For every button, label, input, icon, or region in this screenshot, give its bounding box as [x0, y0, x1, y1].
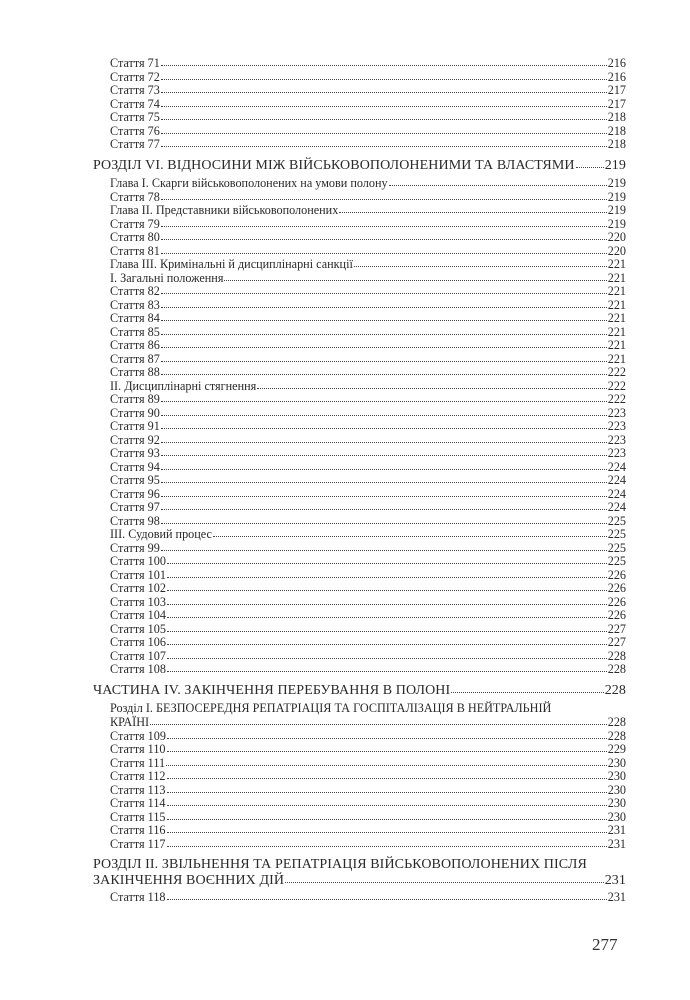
dot-leader — [389, 185, 607, 186]
toc-subsection-heading-line[interactable]: Розділ I. БЕЗПОСЕРЕДНЯ РЕПАТРІАЦІЯ ТА ГОСПІТАЛІЗАЦІЯ В НЕЙТРАЛЬНІЙ — [110, 701, 552, 715]
dot-leader — [285, 882, 604, 883]
dot-leader — [161, 509, 607, 510]
dot-leader — [224, 280, 606, 281]
toc-entry-page: 220 — [607, 243, 626, 258]
dot-leader — [161, 307, 607, 308]
toc-entry-page: 229 — [607, 742, 626, 756]
toc-entry-title: Стаття 101 — [110, 567, 166, 582]
dot-leader — [161, 293, 607, 294]
toc-entry-title: Стаття 96 — [110, 486, 160, 501]
toc-entry[interactable] — [110, 837, 626, 852]
toc-entry-page: 224 — [607, 459, 626, 474]
dot-leader — [167, 563, 607, 564]
toc-entry-page: 219 — [607, 176, 626, 190]
toc-entry-title: Стаття 75 — [110, 110, 160, 124]
toc-entry-title: Стаття 86 — [110, 338, 160, 352]
toc-entry-page: 230 — [607, 809, 626, 824]
dot-leader — [161, 119, 607, 120]
toc-entry-page: 225 — [607, 513, 626, 528]
toc-entry-page: 228 — [607, 728, 626, 743]
dot-leader — [161, 415, 607, 416]
dot-leader — [161, 106, 607, 107]
toc-entry-title: Стаття 87 — [110, 351, 160, 366]
toc-entry-title: Стаття 103 — [110, 594, 166, 609]
toc-entry-page: 231 — [607, 890, 626, 904]
toc-entry-page: 217 — [607, 83, 626, 97]
toc-entry-page: 219 — [607, 203, 626, 217]
dot-leader — [167, 832, 607, 833]
toc-entry-page: 231 — [607, 836, 626, 851]
dot-leader — [150, 724, 607, 725]
toc-entry-title: Стаття 111 — [110, 755, 166, 770]
toc-entry-title: Стаття 71 — [110, 56, 160, 70]
toc-entry-page: 223 — [607, 432, 626, 447]
toc-entry[interactable] — [110, 662, 626, 677]
toc-entry-title: Стаття 110 — [110, 742, 166, 756]
toc-entry-page: 221 — [607, 351, 626, 366]
dot-leader — [167, 738, 607, 739]
toc-entry-title: Стаття 114 — [110, 796, 166, 810]
toc-entry-title: Стаття 95 — [110, 473, 160, 487]
toc-entry-page: 222 — [607, 365, 626, 379]
dot-leader — [339, 212, 606, 213]
dot-leader — [161, 79, 607, 80]
dot-leader — [166, 765, 607, 766]
toc-entry-page: 224 — [607, 486, 626, 501]
dot-leader — [167, 617, 607, 618]
toc-entry-title: Стаття 73 — [110, 83, 160, 97]
toc-entry-title: Глава III. Кримінальні й дисциплінарні санкції — [110, 257, 353, 271]
toc-entry-page: 221 — [607, 338, 626, 352]
toc-entry-title: III. Судовий процес — [110, 527, 212, 541]
toc-entry-page: 221 — [607, 297, 626, 312]
dot-leader — [161, 320, 607, 321]
toc-entry-page: 224 — [607, 500, 626, 514]
dot-leader — [161, 92, 607, 93]
toc-entry-page: 227 — [607, 621, 626, 636]
toc-entry-title: Стаття 84 — [110, 311, 160, 325]
toc-entry-page: 219 — [607, 189, 626, 204]
toc-entry-page: 216 — [607, 56, 626, 70]
dot-leader — [161, 253, 607, 254]
toc-entry-title: Стаття 72 — [110, 69, 160, 84]
toc-entry-page: 228 — [607, 715, 626, 729]
toc-entry-title: Стаття 106 — [110, 635, 166, 649]
toc-entry-page: 216 — [607, 69, 626, 84]
toc-entry-title: Стаття 115 — [110, 809, 166, 824]
dot-leader — [161, 146, 607, 147]
toc-entry-page: 227 — [607, 635, 626, 649]
toc-entry-page: 226 — [607, 594, 626, 609]
toc-entry-title: Стаття 74 — [110, 96, 160, 111]
toc-entry-title: Стаття 83 — [110, 297, 160, 312]
toc-entry-title: Стаття 82 — [110, 284, 160, 298]
dot-leader — [257, 388, 606, 389]
dot-leader — [161, 442, 607, 443]
toc-entry-title: Стаття 85 — [110, 324, 160, 339]
toc-entry-title: Стаття 100 — [110, 554, 166, 568]
dot-leader — [167, 658, 607, 659]
dot-leader — [167, 590, 607, 591]
toc-entry-title: Стаття 117 — [110, 836, 166, 851]
dot-leader — [167, 644, 607, 645]
toc-entry-title: Стаття 113 — [110, 782, 166, 797]
toc-entry[interactable] — [110, 137, 626, 152]
toc-entry-page: 218 — [607, 110, 626, 124]
dot-leader — [161, 482, 607, 483]
dot-leader — [354, 266, 607, 267]
toc-entry-page: 223 — [607, 446, 626, 460]
toc-entry-title: Стаття 80 — [110, 230, 160, 244]
dot-leader — [167, 819, 607, 820]
dot-leader — [161, 401, 607, 402]
toc-entry-page: 221 — [607, 257, 626, 271]
toc-entry-title: Стаття 91 — [110, 419, 160, 433]
dot-leader — [161, 226, 607, 227]
toc-entry-title: Стаття 76 — [110, 123, 160, 138]
dot-leader — [161, 65, 607, 66]
dot-leader — [167, 671, 607, 672]
dot-leader — [161, 550, 607, 551]
toc-entry-title: Стаття 112 — [110, 769, 166, 783]
dot-leader — [167, 751, 607, 752]
toc-entry-title: Стаття 116 — [110, 823, 166, 837]
toc-entry-title: Стаття 105 — [110, 621, 166, 636]
toc-entry-title: Стаття 94 — [110, 459, 160, 474]
toc-entry-page: 220 — [607, 230, 626, 244]
toc-entry-page: 219 — [607, 216, 626, 231]
toc-entry-title: ЧАСТИНА IV. ЗАКІНЧЕННЯ ПЕРЕБУВАННЯ В ПОЛОНІ — [93, 683, 451, 698]
toc-entry-page: 221 — [607, 311, 626, 325]
dot-leader — [161, 469, 607, 470]
dot-leader — [161, 199, 607, 200]
toc-entry-title: Стаття 99 — [110, 540, 160, 555]
toc-section-heading[interactable] — [93, 158, 626, 174]
toc-entry[interactable] — [110, 890, 626, 905]
toc-entry-page: 223 — [607, 419, 626, 433]
dot-leader — [161, 428, 607, 429]
page-number: 277 — [592, 935, 618, 954]
dot-leader — [167, 577, 607, 578]
dot-leader — [167, 792, 607, 793]
toc-section-heading[interactable] — [93, 873, 626, 889]
toc-entry-page: 231 — [607, 823, 626, 837]
dot-leader — [161, 334, 607, 335]
toc-entry-title: Стаття 97 — [110, 500, 160, 514]
toc-entry-title: Стаття 107 — [110, 648, 166, 663]
dot-leader — [167, 604, 607, 605]
dot-leader — [167, 778, 607, 779]
toc-entry-page: 218 — [607, 137, 626, 151]
toc-entry-page: 230 — [607, 782, 626, 797]
dot-leader — [161, 523, 607, 524]
dot-leader — [161, 347, 607, 348]
toc-entry-page: 218 — [607, 123, 626, 138]
dot-leader — [161, 133, 607, 134]
toc-entry-page: 228 — [607, 648, 626, 663]
toc-entry-page: 222 — [607, 392, 626, 406]
dot-leader — [167, 846, 607, 847]
toc-entry-title: Глава II. Представники військовополонених — [110, 203, 339, 217]
dot-leader — [167, 631, 607, 632]
toc-entry-title: Стаття 92 — [110, 432, 160, 447]
toc-entry-page: 222 — [607, 378, 626, 393]
toc-entry-title: I. Загальні положення — [110, 270, 224, 285]
toc-entry-title: II. Дисциплінарні стягнення — [110, 378, 257, 393]
toc-section-heading[interactable] — [93, 683, 626, 699]
dot-leader — [451, 692, 603, 693]
toc-entry-title: КРАЇНІ — [110, 715, 150, 729]
toc-entry-page: 226 — [607, 608, 626, 622]
toc-entry-page: 228 — [604, 683, 626, 698]
dot-leader — [576, 167, 604, 168]
toc-entry-title: Стаття 81 — [110, 243, 160, 258]
dot-leader — [161, 361, 607, 362]
toc-entry-page: 226 — [607, 567, 626, 582]
toc-entry-page: 221 — [607, 284, 626, 298]
toc-entry-title: Стаття 90 — [110, 405, 160, 420]
toc-entry-title: Стаття 118 — [110, 890, 166, 904]
toc-entry-page: 230 — [607, 769, 626, 783]
toc-entry-page: 225 — [607, 527, 626, 541]
toc-entry-page: 231 — [604, 873, 626, 888]
toc-entry-title: РОЗДІЛ VI. ВІДНОСИНИ МІЖ ВІЙСЬКОВОПОЛОНЕНИМИ ТА ВЛАСТЯМИ — [93, 158, 575, 173]
dot-leader — [161, 239, 607, 240]
toc-entry-page: 223 — [607, 405, 626, 420]
toc-entry-title: Стаття 102 — [110, 581, 166, 595]
toc-entry-page: 230 — [607, 755, 626, 770]
toc-entry-title: ЗАКІНЧЕННЯ ВОЄННИХ ДІЙ — [93, 873, 285, 888]
toc-entry-title: Стаття 98 — [110, 513, 160, 528]
toc-entry-page: 217 — [607, 96, 626, 111]
toc-entry-page: 224 — [607, 473, 626, 487]
toc-entry-title: Стаття 78 — [110, 189, 160, 204]
toc-entry-page: 226 — [607, 581, 626, 595]
toc-entry-title: Стаття 104 — [110, 608, 166, 622]
toc-entry-title: Глава I. Скарги військовополонених на умови полону — [110, 176, 388, 190]
toc-entry-title: Стаття 93 — [110, 446, 160, 460]
toc-entry-title: Стаття 109 — [110, 728, 166, 743]
dot-leader — [167, 805, 607, 806]
toc-entry-title: Стаття 89 — [110, 392, 160, 406]
toc-entry-page: 230 — [607, 796, 626, 810]
dot-leader — [167, 899, 607, 900]
toc-entry-page: 219 — [604, 158, 626, 173]
toc-entry-title: Стаття 77 — [110, 137, 160, 151]
dot-leader — [161, 455, 607, 456]
toc-entry-page: 221 — [607, 324, 626, 339]
toc-entry-title: Стаття 79 — [110, 216, 160, 231]
toc-entry-page: 228 — [607, 662, 626, 676]
toc-entry-title: Стаття 108 — [110, 662, 166, 676]
dot-leader — [161, 374, 607, 375]
toc-entry-page: 221 — [607, 270, 626, 285]
dot-leader — [213, 536, 607, 537]
toc-entry-page: 225 — [607, 540, 626, 555]
toc-entry-title: Стаття 88 — [110, 365, 160, 379]
toc-section-heading-line[interactable]: РОЗДІЛ II. ЗВІЛЬНЕННЯ ТА РЕПАТРІАЦІЯ ВІЙСЬКОВОПОЛОНЕНИХ ПІСЛЯ — [93, 857, 587, 872]
dot-leader — [161, 496, 607, 497]
toc-entry-page: 225 — [607, 554, 626, 568]
